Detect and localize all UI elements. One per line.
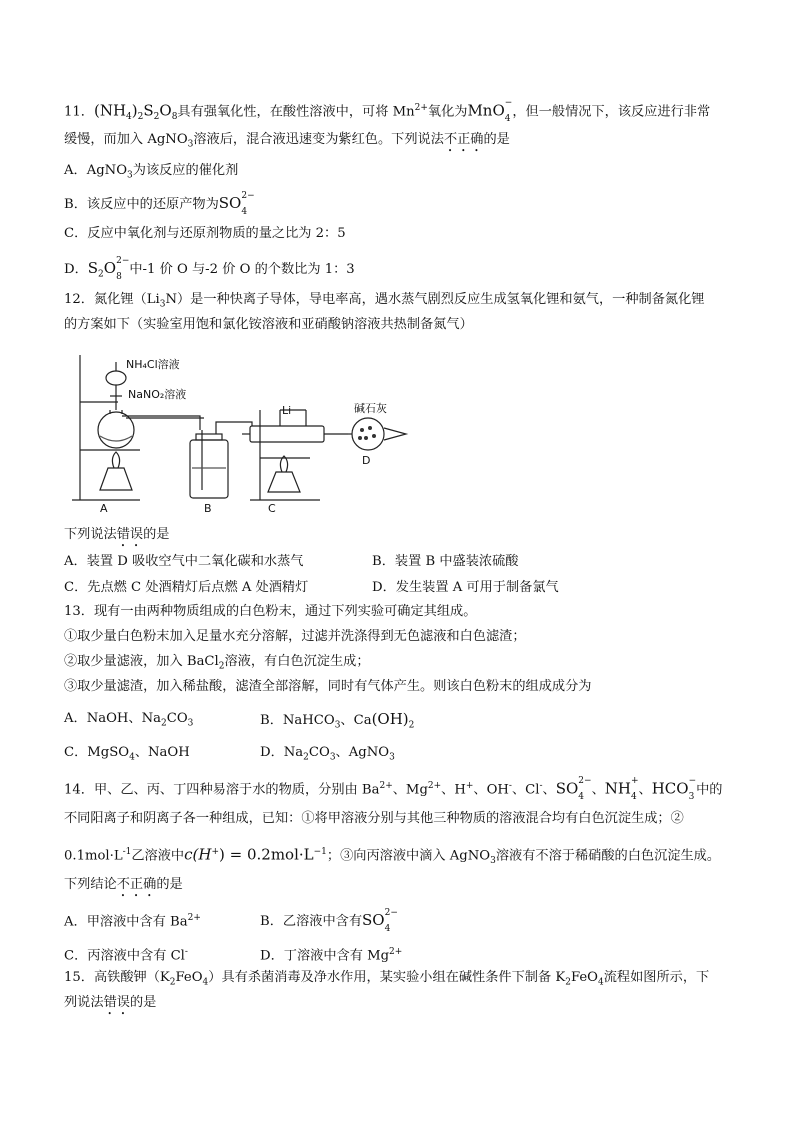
q11-option-c: C．反应中氧化剂与还原剂物质的量之比为 2：5 [64, 226, 346, 241]
label-d: D [362, 454, 371, 467]
q13-option-b: B．NaHCO$_3$、$Ca(OH)_2$ [260, 710, 415, 731]
q12-prompt: 下列说法错误的是 [64, 527, 170, 542]
q14-line3: $0.1mol\cdot L^{-1}$乙溶液中$c(H^+) = 0.2mol\cdot L^{-1}$；③向丙溶液中滴入 AgNO$_3$溶液有不溶于稀硝酸的白色沉淀生成。 [64, 845, 721, 867]
q12-line2: 的方案如下（实验室用饱和氯化铵溶液和亚硝酸钠溶液共热制备氮气） [64, 317, 473, 332]
q14-prompt: 下列结论不正确的是 [64, 877, 183, 892]
q11-option-b: B．该反应中的还原产物为$SO^{2-}$ $_4$ [64, 191, 255, 217]
q13-option-a: A．NaOH、$Na_2CO_3$ [64, 711, 194, 729]
label-c: C [268, 502, 276, 515]
q14-line1: 14．甲、乙、丙、丁四种易溶于水的物质，分别由 $Ba^{2+}$、$Mg^{2+}$、H+、OH-、Cl-、$SO^{2-}$ $_4$ 、NH+ $_4$ 、HCO− $_3$ 中的 [64, 776, 723, 803]
q14-option-d: D．丁溶液中含有 $Mg^{2+}$ [260, 947, 403, 964]
q11-line2: 缓慢，而加入 AgNO$_3$溶液后，混合液迅速变为紫红色。下列说法不正确的是 [64, 132, 510, 150]
q11-option-d: D．$S_2O^{2-}$ $_8$ 中-1 价 O 与-2 价 O 的个数比为 1：3 [64, 256, 355, 282]
q15-line2: 列说法错误的是 [64, 995, 157, 1010]
q12-option-a: A．装置 D 吸收空气中二氧化碳和水蒸气 [64, 554, 304, 569]
q14-line2: 不同阳离子和阴离子各一种组成，已知：①将甲溶液分别与其他三种物质的溶液混合均有白色沉淀生成；② [64, 811, 684, 826]
q13-line2: ①取少量白色粉末加入足量水充分溶解，过滤并洗涤得到无色滤液和白色滤渣； [64, 629, 526, 644]
apparatus-diagram [70, 350, 510, 518]
q12-option-b: B．装置 B 中盛装浓硫酸 [372, 554, 519, 569]
label-a: A [100, 502, 108, 515]
label-b: B [204, 502, 212, 515]
q14-option-b: B．乙溶液中含有$SO^{2-}$ $_4$ [260, 908, 398, 934]
q13-option-d: D．$Na_2CO_3$、AgNO$_3$ [260, 745, 395, 763]
q11-line1: 11．$(NH_4)_2S_2O_8$具有强氧化性，在酸性溶液中，可将 $Mn^{2+}$氧化为MnO− $_4$ ，但一般情况下，该反应进行非常 [64, 98, 711, 125]
q12-line1: 12．氮化锂$(Li_3N)$是一种快离子导体，导电率高，遇水蒸气剧烈反应生成氢氧化锂和氨气，一种制备氮化锂 [64, 292, 705, 310]
nh4cl-label: NH₄Cl溶液 [126, 358, 180, 371]
q11-option-a: A．AgNO$_3$为该反应的催化剂 [64, 163, 239, 181]
q13-option-c: C．MgSO$_4$、NaOH [64, 745, 190, 763]
q12-option-c: C．先点燃 C 处酒精灯后点燃 A 处酒精灯 [64, 580, 309, 595]
soda-lime-label: 碱石灰 [354, 402, 387, 415]
q14-option-c: C．丙溶液中含有 Cl- [64, 947, 188, 964]
q12-option-d: D．发生装置 A 可用于制备氯气 [372, 580, 559, 595]
nano2-label: NaNO₂溶液 [128, 388, 187, 401]
q14-option-a: A．甲溶液中含有 $Ba^{2+}$ [64, 913, 201, 930]
li-label: Li [282, 404, 292, 417]
q13-line1: 13．现有一由两种物质组成的白色粉末，通过下列实验可确定其组成。 [64, 604, 477, 619]
q15-line1: 15．高铁酸钾$(K_2FeO_4)$具有杀菌消毒及净水作用，某实验小组在碱性条件下制备 $K_2FeO_4$流程如图所示，下 [64, 970, 710, 988]
q13-line3: ②取少量滤液，加入 BaCl$_2$溶液，有白色沉淀生成； [64, 654, 370, 672]
q13-line4: ③取少量滤渣，加入稀盐酸，滤渣全部溶解，同时有气体产生。则该白色粉末的组成成分为 [64, 679, 592, 694]
